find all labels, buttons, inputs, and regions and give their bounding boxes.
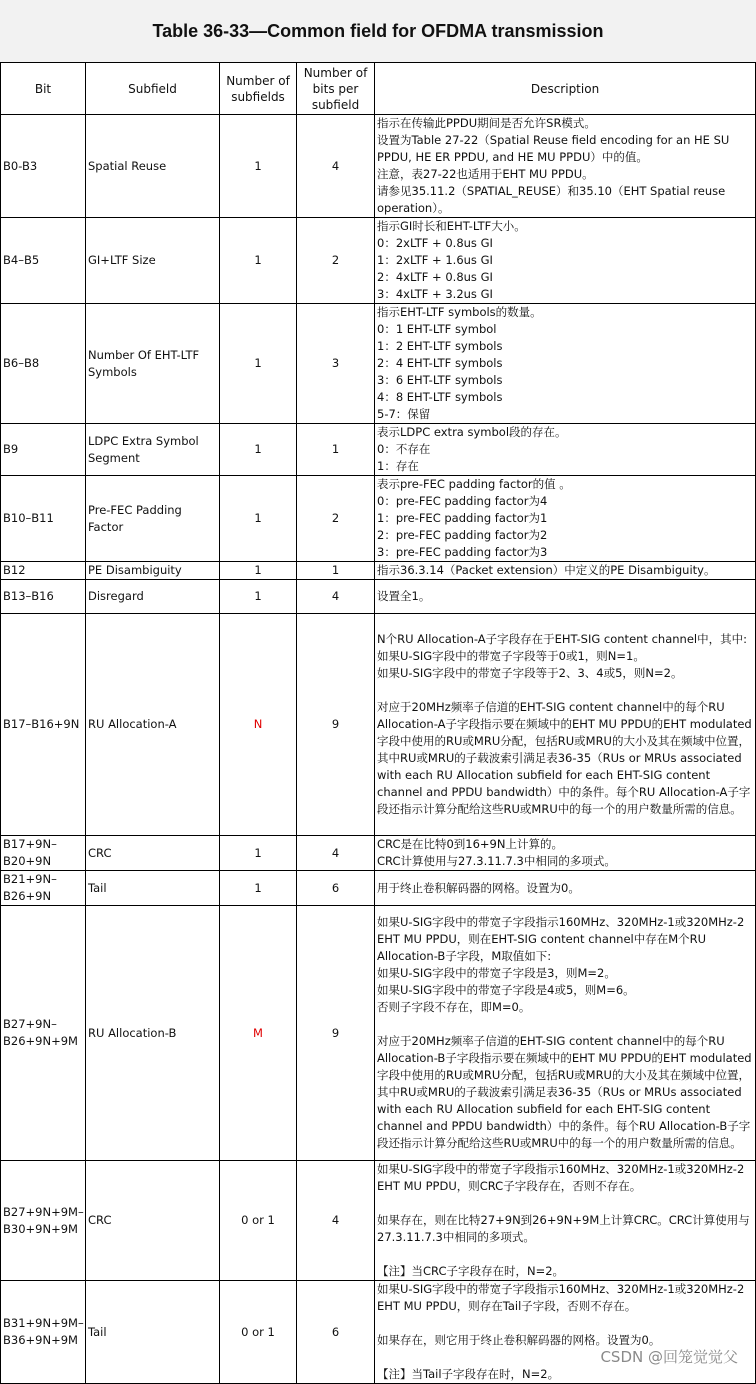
description-line: CRC是在比特0到16+9N上计算的。: [377, 837, 563, 851]
cell-description: [375, 476, 756, 562]
cell-subfield: GI+LTF Size: [86, 218, 220, 304]
cell-subfield: Number Of EHT-LTF Symbols: [86, 304, 220, 424]
cell-bit: B17+9N–B20+9N: [1, 836, 86, 871]
table-row: [1, 1281, 756, 1384]
description-line: 指示在传输此PPDU期间是否允许SR模式。: [377, 116, 596, 130]
cell-bits-per-subfield: 6: [297, 871, 375, 906]
cell-num-subfields: 1: [220, 304, 297, 424]
cell-subfield: Disregard: [86, 580, 220, 614]
table-row: [1, 580, 756, 614]
description-line: 否则子字段不存在，即M=0。: [377, 1000, 531, 1014]
description-line: 如果U-SIG字段中的带宽子字段等于0或1，则N=1。: [377, 649, 645, 663]
cell-description: [375, 836, 756, 871]
description-line: 用于终止卷积解码器的网格。设置为0。: [377, 880, 580, 895]
description-line: 3：4xLTF + 3.2us GI: [377, 287, 493, 301]
cell-bit: B9: [1, 424, 86, 476]
description-line: 1：存在: [377, 459, 419, 473]
cell-description: [375, 1161, 756, 1281]
cell-subfield: CRC: [86, 1161, 220, 1281]
description-line: [377, 1016, 753, 1033]
watermark: CSDN @回笼觉觉父: [600, 1348, 738, 1366]
description-line: [377, 1246, 753, 1263]
table-row: [1, 218, 756, 304]
cell-bit: B10–B11: [1, 476, 86, 562]
cell-num-subfields: 1: [220, 115, 297, 218]
cell-num-subfields: 1: [220, 476, 297, 562]
cell-description: [375, 304, 756, 424]
description-line: N个RU Allocation-A子字段存在于EHT-SIG content channel中，其中:: [377, 632, 747, 646]
cell-bit: B21+9N–B26+9N: [1, 871, 86, 906]
cell-bits-per-subfield: 4: [297, 1161, 375, 1281]
cell-bit: B0-B3: [1, 115, 86, 218]
cell-subfield: Pre-FEC Padding Factor: [86, 476, 220, 562]
description-line: 如果U-SIG字段中的带宽子字段是3，则M=2。: [377, 966, 616, 980]
cell-bits-per-subfield: 1: [297, 562, 375, 580]
cell-bits-per-subfield: 2: [297, 476, 375, 562]
table-row: [1, 836, 756, 871]
cell-subfield: RU Allocation-B: [86, 906, 220, 1161]
header-bits-per-subfield: Number of bits per subfield: [297, 63, 375, 115]
description-line: 如果存在，则在比特27+9N到26+9N+9M上计算CRC。CRC计算使用与27.3.11.7.3中相同的多项式。: [377, 1213, 750, 1244]
description-line: 3：6 EHT-LTF symbols: [377, 373, 503, 387]
cell-bits-per-subfield: 1: [297, 424, 375, 476]
cell-num-subfields: 1: [220, 580, 297, 614]
cell-subfield: Tail: [86, 1281, 220, 1384]
cell-description: [375, 871, 756, 906]
description-line: 1：2 EHT-LTF symbols: [377, 339, 503, 353]
cell-description: [375, 906, 756, 1161]
cell-bit: B31+9N+9M–B36+9N+9M: [1, 1281, 86, 1384]
description-line: 【注】当Tail子字段存在时，N=2。: [377, 1367, 560, 1381]
description-line: 2：pre-FEC padding factor为2: [377, 528, 548, 542]
description-line: 5-7：保留: [377, 407, 431, 421]
description-line: 指示36.3.14（Packet extension）中定义的PE Disambiguity。: [377, 563, 716, 577]
cell-subfield: LDPC Extra Symbol Segment: [86, 424, 220, 476]
cell-subfield: Spatial Reuse: [86, 115, 220, 218]
description-line: 对应于20MHz频率子信道的EHT-SIG content channel中的每个RU Allocation-B子字段指示要在频域中的EHT MU PPDU的EHT modulated字段中使用的RU或MRU分配，包括RU或MRU的大小及其在频域中位置，其中RU或MRU的子载波索引满足表36-35（RUs or MRUs associated with each RU Allocation subfield for each EHT-SIG content channel and PPDU bandwidth）中的条件。每个RU Allocation-B子字段还指示计算分配给这些RU或MRU中的每一个的用户数量所需的信息。: [377, 1034, 752, 1150]
table-row: [1, 476, 756, 562]
table-row: [1, 614, 756, 836]
description-line: [377, 1315, 753, 1332]
table-row: [1, 424, 756, 476]
description-line: 如果U-SIG字段中的带宽子字段指示160MHz、320MHz-1或320MHz-2 EHT MU PPDU，则存在Tail子字段，否则不存在。: [377, 1282, 748, 1313]
cell-description: [375, 115, 756, 218]
cell-num-subfields: M: [220, 906, 297, 1161]
description-line: 0：2xLTF + 0.8us GI: [377, 236, 493, 250]
description-line: 1：2xLTF + 1.6us GI: [377, 253, 493, 267]
cell-subfield: Tail: [86, 871, 220, 906]
description-line: 对应于20MHz频率子信道的EHT-SIG content channel中的每个RU Allocation-A子字段指示要在频域中的EHT MU PPDU的EHT modulated字段中使用的RU或MRU分配，包括RU或MRU的大小及其在频域中位置，其中RU或MRU的子载波索引满足表36-35（RUs or MRUs associated with each RU Allocation subfield for each EHT-SIG content channel and PPDU bandwidth）中的条件。每个RU Allocation-A子字段还指示计算分配给这些RU或MRU中的每一个的用户数量所需的信息。: [377, 700, 752, 816]
description-line: 2：4 EHT-LTF symbols: [377, 356, 503, 370]
cell-description: [375, 614, 756, 836]
cell-num-subfields: 1: [220, 562, 297, 580]
header-bit: Bit: [1, 63, 86, 115]
description-line: 表示pre-FEC padding factor的值 。: [377, 477, 571, 491]
description-line: 设置为Table 27-22（Spatial Reuse field encoding for an HE SU PPDU, HE ER PPDU, and HE MU PPDU）中的值。: [377, 133, 733, 164]
cell-bit: B12: [1, 562, 86, 580]
cell-bits-per-subfield: 6: [297, 1281, 375, 1384]
table-row: [1, 562, 756, 580]
header-num-subfields: Number of subfields: [220, 63, 297, 115]
description-line: CRC计算使用与27.3.11.7.3中相同的多项式。: [377, 854, 616, 868]
description-line: 【注】当CRC子字段存在时，N=2。: [377, 1264, 565, 1278]
table-title: Table 36-33—Common field for OFDMA transmission: [0, 0, 756, 62]
description-line: 表示LDPC extra symbol段的存在。: [377, 425, 567, 439]
cell-num-subfields: 0 or 1: [220, 1161, 297, 1281]
description-line: [377, 1195, 753, 1212]
cell-num-subfields: 1: [220, 424, 297, 476]
description-line: 0：不存在: [377, 442, 431, 456]
description-line: 指示EHT-LTF symbols的数量。: [377, 305, 542, 319]
cell-description: [375, 424, 756, 476]
cell-num-subfields: 0 or 1: [220, 1281, 297, 1384]
table-row: [1, 906, 756, 1161]
description-line: 如果U-SIG字段中的带宽子字段等于2、3、4或5，则N=2。: [377, 666, 683, 680]
header-description: Description: [375, 63, 756, 115]
cell-bit: B17–B16+9N: [1, 614, 86, 836]
cell-description: [375, 562, 756, 580]
description-line: [377, 682, 753, 699]
cell-num-subfields: 1: [220, 836, 297, 871]
cell-description: [375, 218, 756, 304]
cell-subfield: PE Disambiguity: [86, 562, 220, 580]
cell-bit: B27+9N–B26+9N+9M: [1, 906, 86, 1161]
description-line: 指示GI时长和EHT-LTF大小。: [377, 219, 526, 233]
cell-bits-per-subfield: 9: [297, 906, 375, 1161]
description-line: 4：8 EHT-LTF symbols: [377, 390, 503, 404]
description-line: 请参见35.11.2（SPATIAL_REUSE）和35.10（EHT Spatial reuse operation）。: [377, 184, 729, 215]
cell-bit: B27+9N+9M–B30+9N+9M: [1, 1161, 86, 1281]
table-row: [1, 304, 756, 424]
cell-description: [375, 1281, 756, 1384]
description-line: 0：pre-FEC padding factor为4: [377, 494, 548, 508]
cell-bits-per-subfield: 2: [297, 218, 375, 304]
cell-bits-per-subfield: 3: [297, 304, 375, 424]
description-line: 3：pre-FEC padding factor为3: [377, 545, 548, 559]
description-line: 0：1 EHT-LTF symbol: [377, 322, 497, 336]
description-line: 设置全1。: [377, 589, 431, 603]
description-line: [377, 1349, 753, 1366]
table-row: [1, 871, 756, 906]
description-line: 如果U-SIG字段中的带宽子字段指示160MHz、320MHz-1或320MHz-2 EHT MU PPDU，则在EHT-SIG content channel中存在M个RU Allocation-B子字段，M取值如下:: [377, 915, 748, 963]
cell-subfield: RU Allocation-A: [86, 614, 220, 836]
cell-num-subfields: N: [220, 614, 297, 836]
cell-bit: B13–B16: [1, 580, 86, 614]
header-row: [1, 63, 756, 115]
cell-bit: B6–B8: [1, 304, 86, 424]
description-line: 注意，表27-22也适用于EHT MU PPDU。: [377, 167, 594, 181]
description-line: 1：pre-FEC padding factor为1: [377, 511, 548, 525]
cell-num-subfields: 1: [220, 218, 297, 304]
header-subfield: Subfield: [86, 63, 220, 115]
cell-bits-per-subfield: 9: [297, 614, 375, 836]
cell-bit: B4–B5: [1, 218, 86, 304]
description-line: 如果存在，则它用于终止卷积解码器的网格。设置为0。: [377, 1333, 661, 1347]
description-line: 如果U-SIG字段中的带宽子字段指示160MHz、320MHz-1或320MHz-2 EHT MU PPDU，则CRC子字段存在，否则不存在。: [377, 1162, 748, 1193]
description-line: 如果U-SIG字段中的带宽子字段是4或5，则M=6。: [377, 983, 635, 997]
cell-bits-per-subfield: 4: [297, 836, 375, 871]
cell-bits-per-subfield: 4: [297, 115, 375, 218]
common-field-table: [0, 62, 756, 1384]
cell-description: [375, 580, 756, 614]
description-line: 2：4xLTF + 0.8us GI: [377, 270, 493, 284]
table-row: [1, 115, 756, 218]
cell-subfield: CRC: [86, 836, 220, 871]
cell-num-subfields: 1: [220, 871, 297, 906]
table-row: [1, 1161, 756, 1281]
cell-bits-per-subfield: 4: [297, 580, 375, 614]
